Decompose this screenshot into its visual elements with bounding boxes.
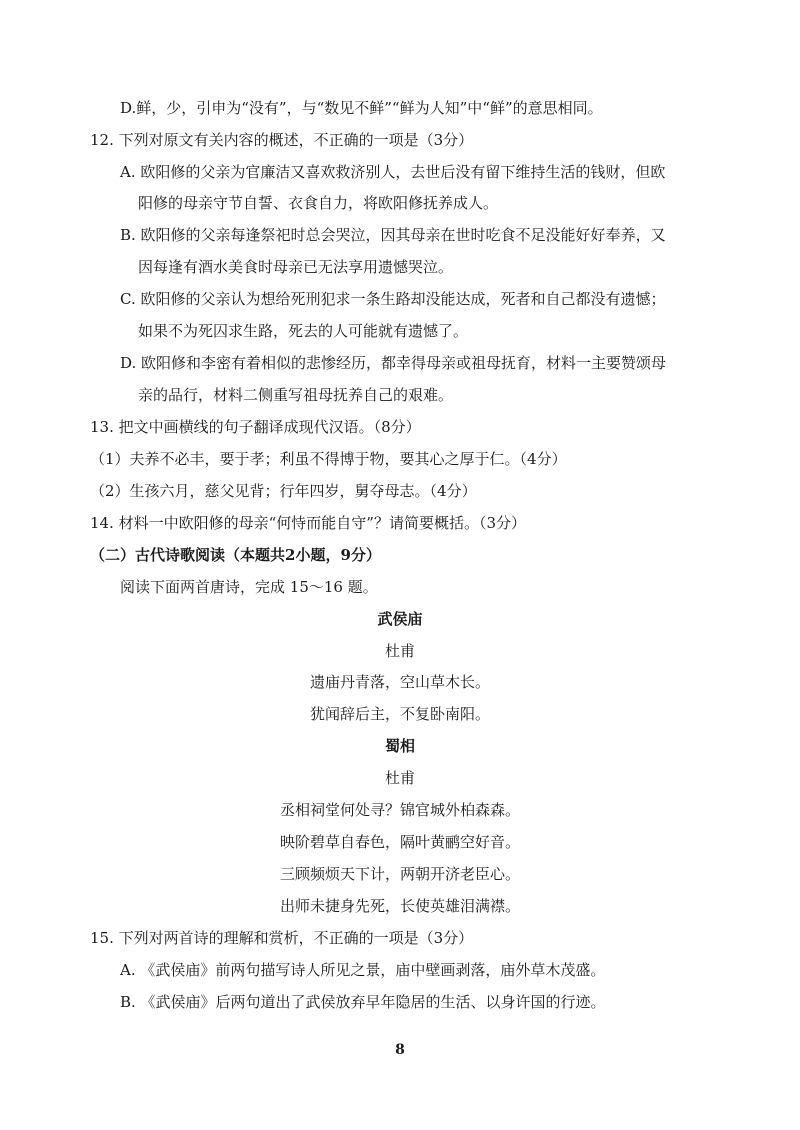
poem2-line: 三顾频烦天下计，两朝开济老臣心。 — [279, 865, 520, 883]
q12-option-d-line2: 亲的品行，材料二侧重写祖母抚养自己的艰难。 — [138, 386, 454, 404]
q14-stem: 14. 材料一中欧阳修的母亲“何恃而能自守”？请简要概括。（3分） — [90, 514, 527, 532]
q12-option-c-line1: C. 欧阳修的父亲认为想给死刑犯求一条生路却没能达成，死者和自己都没有遗憾； — [120, 290, 666, 308]
poem1-title: 武侯庙 — [377, 610, 423, 628]
poem1-line: 遗庙丹青落，空山草木长。 — [309, 673, 490, 691]
q12-option-b-line2: 因每逢有酒水美食时母亲已无法享用遗憾哭泣。 — [138, 258, 454, 276]
page-number: 8 — [395, 1042, 405, 1058]
poem2-line: 丞相祠堂何处寻？锦官城外柏森森。 — [279, 801, 520, 819]
q12-stem: 12. 下列对原文有关内容的概述，不正确的一项是（3分） — [90, 131, 474, 149]
q13-sentence-1: （1）夫养不必丰，要于孝；利虽不得博于物，要其心之厚于仁。（4分） — [90, 450, 567, 468]
q12-option-d-line1: D. 欧阳修和李密有着相似的悲惨经历，都幸得母亲或祖母抚育，材料一主要赞颂母 — [120, 354, 667, 372]
q12-option-a-line1: A. 欧阳修的父亲为官廉洁又喜欢救济别人，去世后没有留下维持生活的钱财，但欧 — [120, 163, 666, 181]
section-intro: 阅读下面两首唐诗，完成 15～16 题。 — [120, 578, 378, 596]
q11-option-d: D.鲜，少，引申为“没有”，与“数见不鲜”“鲜为人知”中“鲜”的意思相同。 — [120, 99, 603, 117]
q15-option-a: A. 《武侯庙》前两句描写诗人所见之景，庙中壁画剥落，庙外草木茂盛。 — [120, 961, 606, 979]
q12-option-c-line2: 如果不为死囚求生路，死去的人可能就有遗憾了。 — [138, 322, 469, 340]
poem2-line: 出师未捷身先死，长使英雄泪满襟。 — [279, 897, 520, 915]
q15-option-b: B. 《武侯庙》后两句道出了武侯放弃早年隐居的生活、以身许国的行迹。 — [120, 993, 606, 1011]
q15-stem: 15. 下列对两首诗的理解和赏析，不正确的一项是（3分） — [90, 929, 474, 947]
poem2-line: 映阶碧草自春色，隔叶黄鹂空好音。 — [279, 833, 520, 851]
q13-stem: 13. 把文中画横线的句子翻译成现代汉语。（8分） — [90, 418, 421, 436]
poem1-author: 杜甫 — [384, 642, 415, 660]
q12-option-a-line2: 阳修的母亲守节自誓、衣食自力，将欧阳修抚养成人。 — [138, 194, 499, 212]
poem2-title: 蜀相 — [384, 737, 415, 755]
q12-option-b-line1: B. 欧阳修的父亲每逢祭祀时总会哭泣，因其母亲在世时吃食不足没能好好奉养，又 — [120, 226, 666, 244]
poem1-line: 犹闻辞后主，不复卧南阳。 — [309, 705, 490, 723]
poem2-author: 杜甫 — [384, 769, 415, 787]
q13-sentence-2: （2）生孩六月，慈父见背；行年四岁，舅夺母志。（4分） — [90, 482, 477, 500]
section-heading: （二）古代诗歌阅读（本题共2小题，9分） — [90, 546, 381, 564]
